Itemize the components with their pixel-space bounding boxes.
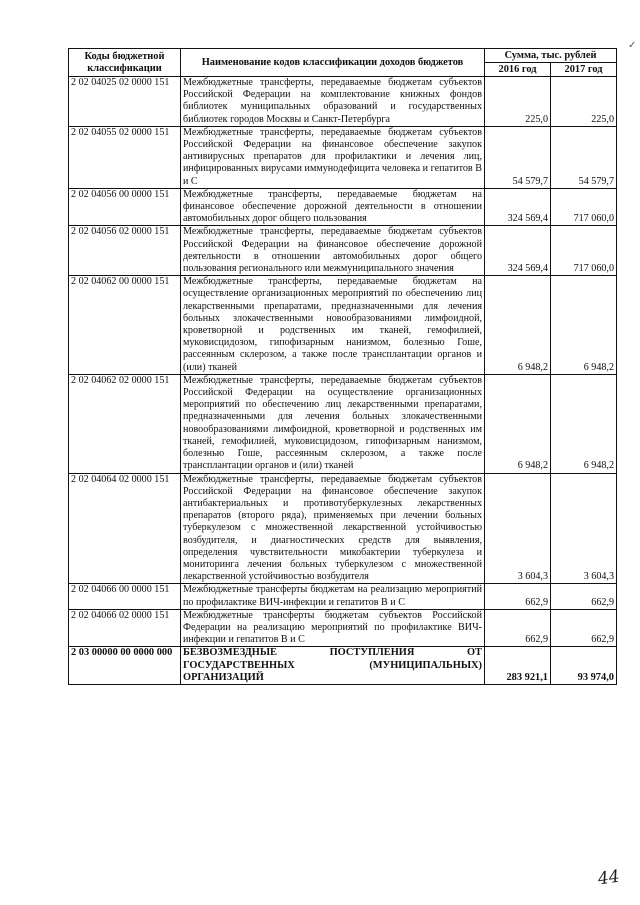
row-code: 2 02 04056 02 0000 151 bbox=[69, 226, 181, 276]
revenue-table bbox=[68, 48, 617, 685]
row-code: 2 02 04062 02 0000 151 bbox=[69, 374, 181, 473]
row-value-2017: 717 060,0 bbox=[551, 226, 617, 276]
row-name: Межбюджетные трансферты, передаваемые бюджетам субъектов Российской Федерации на финансовое обеспечение дорожной деятельности в отношении автомобильных дорог общего пользования регионального или межмуниципального значения bbox=[181, 226, 485, 276]
table-row bbox=[69, 77, 617, 127]
row-code: 2 02 04064 02 0000 151 bbox=[69, 473, 181, 584]
row-value-2017: 54 579,7 bbox=[551, 126, 617, 188]
table-row bbox=[69, 473, 617, 584]
row-value-2017: 3 604,3 bbox=[551, 473, 617, 584]
row-code: 2 02 04062 00 0000 151 bbox=[69, 276, 181, 375]
table-row bbox=[69, 584, 617, 609]
row-name: Межбюджетные трансферты, передаваемые бюджетам субъектов Российской Федерации на осуществление организационных мероприятий по обеспечению лиц лекарственными препаратами, предназначенными для лечения больных злокачественными новообразованиями лимфоидной, кроветворной и родственных им тканей, гемофилией, муковисцидозом, гипофизарным нанизмом, болезнью Гоше, рассеянным склерозом, а также после трансплантации органов и (или) тканей bbox=[181, 374, 485, 473]
row-code: 2 02 04066 00 0000 151 bbox=[69, 584, 181, 609]
row-value-2016: 662,9 bbox=[485, 584, 551, 609]
table-row bbox=[69, 188, 617, 226]
total-code: 2 03 00000 00 0000 000 bbox=[69, 647, 181, 685]
header-codes: Коды бюджетной классификации bbox=[69, 49, 181, 77]
header-sum: Сумма, тыс. рублей bbox=[485, 49, 617, 63]
row-code: 2 02 04066 02 0000 151 bbox=[69, 609, 181, 647]
header-name: Наименование кодов классификации доходов бюджетов bbox=[181, 49, 485, 77]
row-value-2016: 6 948,2 bbox=[485, 276, 551, 375]
row-name: Межбюджетные трансферты, передаваемые бюджетам субъектов Российской Федерации на комплектование книжных фондов библиотек муниципальных образований и государственных библиотек городов Москвы и Санкт-Петербурга bbox=[181, 77, 485, 127]
row-value-2016: 324 569,4 bbox=[485, 188, 551, 226]
total-name: БЕЗВОЗМЕЗДНЫЕ ПОСТУПЛЕНИЯ ОТ ГОСУДАРСТВЕННЫХ (МУНИЦИПАЛЬНЫХ) ОРГАНИЗАЦИЙ bbox=[181, 647, 485, 685]
row-value-2017: 717 060,0 bbox=[551, 188, 617, 226]
row-value-2016: 225,0 bbox=[485, 77, 551, 127]
row-value-2016: 324 569,4 bbox=[485, 226, 551, 276]
header-year-2017: 2017 год bbox=[551, 63, 617, 77]
page-number: 44 bbox=[596, 866, 621, 890]
row-value-2017: 6 948,2 bbox=[551, 374, 617, 473]
row-value-2017: 662,9 bbox=[551, 584, 617, 609]
corner-mark: ✓ bbox=[628, 40, 637, 51]
row-value-2016: 3 604,3 bbox=[485, 473, 551, 584]
row-name: Межбюджетные трансферты, передаваемые бюджетам субъектов Российской Федерации на финансовое обеспечение закупок антибактериальных и противотуберкулезных лекарственных препаратов (второго ряда), применяемых при лечении больных туберкулезом с множественной лекарственной устойчивостью возбудителя, и диагностических средств для выявления, определения чувствительности микобактерии туберкулеза и мониторинга лечения больных туберкулезом с множественной лекарственной устойчивостью возбудителя bbox=[181, 473, 485, 584]
total-value-2016: 283 921,1 bbox=[485, 647, 551, 685]
total-row bbox=[69, 647, 617, 685]
row-name: Межбюджетные трансферты бюджетам субъектов Российской Федерации на реализацию мероприятий по профилактике ВИЧ-инфекции и гепатитов В и С bbox=[181, 609, 485, 647]
row-code: 2 02 04025 02 0000 151 bbox=[69, 77, 181, 127]
table-row bbox=[69, 226, 617, 276]
total-value-2017: 93 974,0 bbox=[551, 647, 617, 685]
table-row bbox=[69, 374, 617, 473]
row-name: Межбюджетные трансферты, передаваемые бюджетам субъектов Российской Федерации на финансовое обеспечение закупок антивирусных препаратов для профилактики и лечения лиц, инфицированных вирусами иммунодефицита человека и гепатитов В и С bbox=[181, 126, 485, 188]
row-value-2017: 6 948,2 bbox=[551, 276, 617, 375]
row-value-2016: 662,9 bbox=[485, 609, 551, 647]
row-code: 2 02 04055 02 0000 151 bbox=[69, 126, 181, 188]
header-year-2016: 2016 год bbox=[485, 63, 551, 77]
row-name: Межбюджетные трансферты бюджетам на реализацию мероприятий по профилактике ВИЧ-инфекции и гепатитов В и С bbox=[181, 584, 485, 609]
table-row bbox=[69, 609, 617, 647]
row-code: 2 02 04056 00 0000 151 bbox=[69, 188, 181, 226]
row-name: Межбюджетные трансферты, передаваемые бюджетам на осуществление организационных мероприятий по обеспечению лиц лекарственными препаратами, предназначенными для лечения больных злокачественными новообразованиями лимфоидной, кроветворной и родственных им тканей, гемофилией, муковисцидозом, гипофизарным нанизмом, болезнью Гоше, рассеянным склерозом, а также после трансплантации органов и (или) тканей bbox=[181, 276, 485, 375]
row-name: Межбюджетные трансферты, передаваемые бюджетам на финансовое обеспечение дорожной деятельности в отношении автомобильных дорог общего пользования bbox=[181, 188, 485, 226]
table-row bbox=[69, 126, 617, 188]
row-value-2016: 6 948,2 bbox=[485, 374, 551, 473]
table-row bbox=[69, 276, 617, 375]
row-value-2017: 225,0 bbox=[551, 77, 617, 127]
row-value-2017: 662,9 bbox=[551, 609, 617, 647]
row-value-2016: 54 579,7 bbox=[485, 126, 551, 188]
